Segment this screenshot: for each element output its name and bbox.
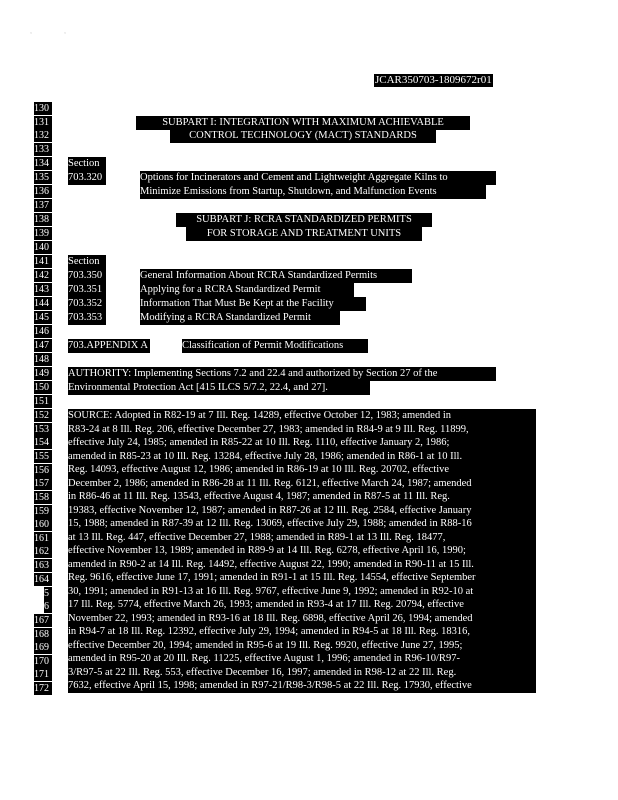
line-number: 157: [34, 477, 52, 490]
line-number: 152: [34, 409, 52, 422]
source-line: amended in R95-20 at 20 Ill. Reg. 11225, effective August 1, 1996; amended in R96-10/R97-: [68, 653, 460, 664]
line-number: 155: [34, 450, 52, 463]
section-heading: Section: [68, 157, 106, 171]
section-title: Modifying a RCRA Standardized Permit: [140, 311, 340, 325]
section-number: 703.320: [68, 171, 106, 185]
line-number: 135: [34, 171, 52, 184]
scan-speck: ,: [30, 28, 32, 35]
source-line: amended in R90-2 at 14 Ill. Reg. 14492, effective August 22, 1990; amended in R90-11 at 15 Ill.: [68, 558, 474, 570]
line-number: 154: [34, 436, 52, 449]
line-number: 159: [34, 505, 52, 518]
source-line: effective December 20, 1994; amended in R95-6 at 19 Ill. Reg. 9920, effective June 27, 1995;: [68, 639, 463, 651]
line-number: 156: [34, 464, 52, 477]
source-line: 7632, effective April 15, 1998; amended in R97-21/R98-3/R98-5 at 22 Ill. Reg. 17930, effective: [68, 680, 472, 691]
line-number: 149: [34, 367, 52, 380]
source-line: amended in R85-23 at 10 Ill. Reg. 13284, effective July 28, 1986; amended in R86-1 at 10 Ill.: [68, 450, 463, 462]
line-number: 137: [34, 199, 52, 212]
source-line: effective November 13, 1989; amended in R89-9 at 14 Ill. Reg. 6278, effective April 16, 1990;: [68, 545, 466, 556]
line-number: 158: [34, 491, 52, 504]
authority-line2: Environmental Protection Act [415 ILCS 5/7.2, 22.4, and 27].: [68, 381, 370, 395]
line-number: 6: [44, 600, 52, 613]
line-number: 130: [34, 102, 52, 115]
line-number: 160: [34, 518, 52, 531]
line-number: 132: [34, 129, 52, 142]
line-number: 171: [34, 668, 52, 681]
source-line: November 22, 1993; amended in R93-16 at 18 Ill. Reg. 6898, effective April 26, 1994; amended: [68, 612, 473, 624]
source-line: in R86-46 at 11 Ill. Reg. 13543, effective August 4, 1987; amended in R87-5 at 11 Ill. Reg.: [68, 491, 450, 502]
source-line: Reg. 14093, effective August 12, 1986; amended in R86-19 at 10 Ill. Reg. 20702, effective: [68, 464, 450, 475]
line-number: 5: [44, 587, 52, 600]
subpart-j-heading-line2: FOR STORAGE AND TREATMENT UNITS: [186, 227, 422, 241]
line-number: 169: [34, 641, 52, 654]
source-line: effective July 24, 1985; amended in R85-22 at 10 Ill. Reg. 1110, effective January 2, 1986;: [68, 437, 450, 448]
line-number: 131: [34, 116, 52, 129]
line-number: 161: [34, 532, 52, 545]
line-number: 163: [34, 559, 52, 572]
source-line: 17 Ill. Reg. 5774, effective March 26, 1993; amended in R93-4 at 17 Ill. Reg. 20794, effective: [68, 599, 464, 610]
source-line: in R94-7 at 18 Ill. Reg. 12392, effective July 29, 1994; amended in R94-5 at 18 Ill. Reg. 18316,: [68, 626, 470, 637]
line-number: 145: [34, 311, 52, 324]
line-number: 168: [34, 628, 52, 641]
appendix-label: 703.APPENDIX A: [68, 339, 150, 353]
source-line: 3/R97-5 at 22 Ill. Reg. 553, effective December 16, 1997; amended in R98-12 at 22 Ill. Reg.: [68, 666, 457, 678]
line-number: 144: [34, 297, 52, 310]
line-number: 134: [34, 157, 52, 170]
source-paragraph: [68, 409, 536, 693]
line-number: 146: [34, 325, 52, 338]
section-number: 703.351: [68, 283, 106, 297]
line-number: 151: [34, 395, 52, 408]
line-number: 167: [34, 614, 52, 627]
document-id: JCAR350703-1809672r01: [375, 74, 492, 86]
source-line: 15, 1988; amended in R87-39 at 12 Ill. Reg. 13069, effective July 29, 1988; amended in R88-16: [68, 518, 472, 529]
section-title-line2: Minimize Emissions from Startup, Shutdown, and Malfunction Events: [140, 185, 486, 199]
source-line: Reg. 9616, effective June 17, 1991; amended in R91-1 at 15 Ill. Reg. 14554, effective September: [68, 572, 476, 583]
line-number: 150: [34, 381, 52, 394]
section-title: General Information About RCRA Standardized Permits: [140, 269, 412, 283]
line-number: 142: [34, 269, 52, 282]
source-line: 19383, effective November 12, 1987; amended in R87-26 at 12 Ill. Reg. 2584, effective January: [68, 504, 472, 516]
line-number: 141: [34, 255, 52, 268]
line-number: 140: [34, 241, 52, 254]
line-number: 148: [34, 353, 52, 366]
line-number: 170: [34, 655, 52, 668]
subpart-i-heading-line2: CONTROL TECHNOLOGY (MACT) STANDARDS: [170, 129, 436, 143]
line-number: 172: [34, 682, 52, 695]
source-line: at 13 Ill. Reg. 447, effective December 27, 1988; amended in R89-1 at 13 Ill. Reg. 18477,: [68, 531, 446, 543]
line-number: 162: [34, 545, 52, 558]
scan-speck: ,: [64, 28, 66, 35]
section-heading: Section: [68, 255, 106, 269]
line-number: 147: [34, 339, 52, 352]
source-line: 30, 1991; amended in R91-13 at 16 Ill. Reg. 9767, effective June 9, 1992; amended in R92-10 at: [68, 585, 474, 597]
source-line: R83-24 at 8 Ill. Reg. 206, effective December 27, 1983; amended in R84-9 at 9 Ill. Reg. 11899,: [68, 423, 469, 435]
line-number: 138: [34, 213, 52, 226]
subpart-j-heading-line1: SUBPART J: RCRA STANDARDIZED PERMITS: [176, 213, 432, 227]
section-title: Information That Must Be Kept at the Facility: [140, 297, 366, 311]
line-number: 164: [34, 573, 52, 586]
section-number: 703.352: [68, 297, 106, 311]
line-number: 133: [34, 143, 52, 156]
source-line: SOURCE: Adopted in R82-19 at 7 Ill. Reg. 14289, effective October 12, 1983; amended in: [68, 410, 451, 421]
section-number: 703.350: [68, 269, 106, 283]
authority-line1: AUTHORITY: Implementing Sections 7.2 and 22.4 and authorized by Section 27 of the: [68, 367, 496, 381]
line-number: 153: [34, 423, 52, 436]
line-number: 136: [34, 185, 52, 198]
source-line: December 2, 1986; amended in R86-28 at 11 Ill. Reg. 6121, effective March 24, 1987; amended: [68, 477, 472, 489]
line-number: 143: [34, 283, 52, 296]
subpart-i-heading-line1: SUBPART I: INTEGRATION WITH MAXIMUM ACHIEVABLE: [136, 116, 470, 130]
section-number: 703.353: [68, 311, 106, 325]
line-number: 139: [34, 227, 52, 240]
appendix-title: Classification of Permit Modifications: [182, 339, 368, 353]
section-title: Applying for a RCRA Standardized Permit: [140, 283, 354, 297]
section-title-line1: Options for Incinerators and Cement and Lightweight Aggregate Kilns to: [140, 171, 496, 185]
